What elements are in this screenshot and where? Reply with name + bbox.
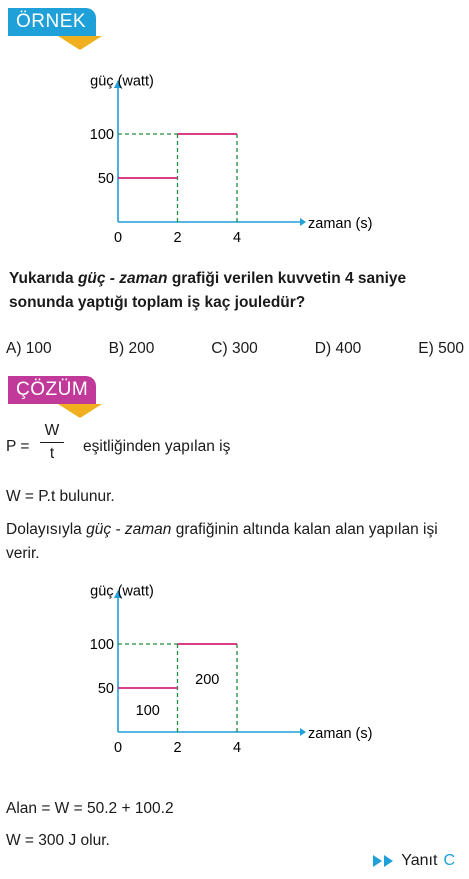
formula-numerator: W bbox=[44, 422, 60, 439]
option-c[interactable]: C) 300 bbox=[211, 340, 258, 357]
double-arrow-icon bbox=[373, 854, 395, 868]
area-label: 100 bbox=[135, 703, 160, 719]
formula-text: eşitliğinden yapılan iş bbox=[83, 438, 231, 455]
x-tick-label: 0 bbox=[113, 230, 123, 246]
formula-fraction bbox=[40, 422, 64, 463]
example-badge-tab bbox=[58, 36, 102, 50]
x-tick-label: 2 bbox=[173, 740, 182, 756]
y-tick-label: 100 bbox=[89, 127, 114, 143]
option-b[interactable]: B) 200 bbox=[108, 340, 155, 357]
answer-options bbox=[6, 340, 464, 358]
power-time-chart bbox=[0, 70, 469, 250]
x-tick-label: 2 bbox=[173, 230, 182, 246]
x-axis-label: zaman (s) bbox=[308, 216, 373, 232]
x-axis-label: zaman (s) bbox=[308, 726, 373, 742]
formula-lhs: P = bbox=[6, 438, 30, 455]
y-tick-label: 50 bbox=[97, 681, 114, 697]
example-badge: ÖRNEK bbox=[8, 8, 96, 36]
y-tick-label: 50 bbox=[97, 171, 114, 187]
area-label: 200 bbox=[195, 672, 220, 689]
question-text: Yukarıda güç - zaman grafiği verilen kuvvetin 4 saniye sonunda yaptığı toplam iş kaç jouledür? bbox=[9, 270, 407, 311]
solution-line-2: W = P.t bulunur. bbox=[6, 488, 115, 505]
option-d[interactable]: D) 400 bbox=[314, 340, 362, 357]
power-time-area-chart bbox=[0, 580, 469, 770]
area-calculation: Alan = W = 50.2 + 100.2 bbox=[6, 800, 174, 817]
x-tick-label: 4 bbox=[232, 230, 242, 246]
formula-denominator: t bbox=[49, 445, 55, 462]
y-tick-label: 100 bbox=[89, 637, 114, 653]
x-axis-arrow bbox=[300, 728, 306, 736]
option-e[interactable]: E) 500 bbox=[418, 340, 464, 357]
solution-line-3: Dolayısıyla güç - zaman grafiğinin altında kalan alan yapılan işi verir. bbox=[6, 521, 438, 562]
y-axis-label: güç (watt) bbox=[90, 583, 154, 600]
solution-badge: ÇÖZÜM bbox=[8, 376, 96, 404]
x-tick-label: 0 bbox=[113, 740, 123, 756]
work-result: W = 300 J olur. bbox=[6, 832, 110, 849]
x-tick-label: 4 bbox=[232, 740, 242, 756]
y-axis-label: güç (watt) bbox=[90, 73, 154, 90]
option-a[interactable]: A) 100 bbox=[6, 340, 52, 357]
answer-label: Yanıt bbox=[401, 852, 438, 869]
answer-choice: C bbox=[443, 852, 455, 869]
solution-badge-tab bbox=[58, 404, 102, 418]
answer-indicator bbox=[373, 852, 455, 870]
x-axis-arrow bbox=[300, 218, 306, 226]
fraction-bar bbox=[40, 442, 64, 443]
